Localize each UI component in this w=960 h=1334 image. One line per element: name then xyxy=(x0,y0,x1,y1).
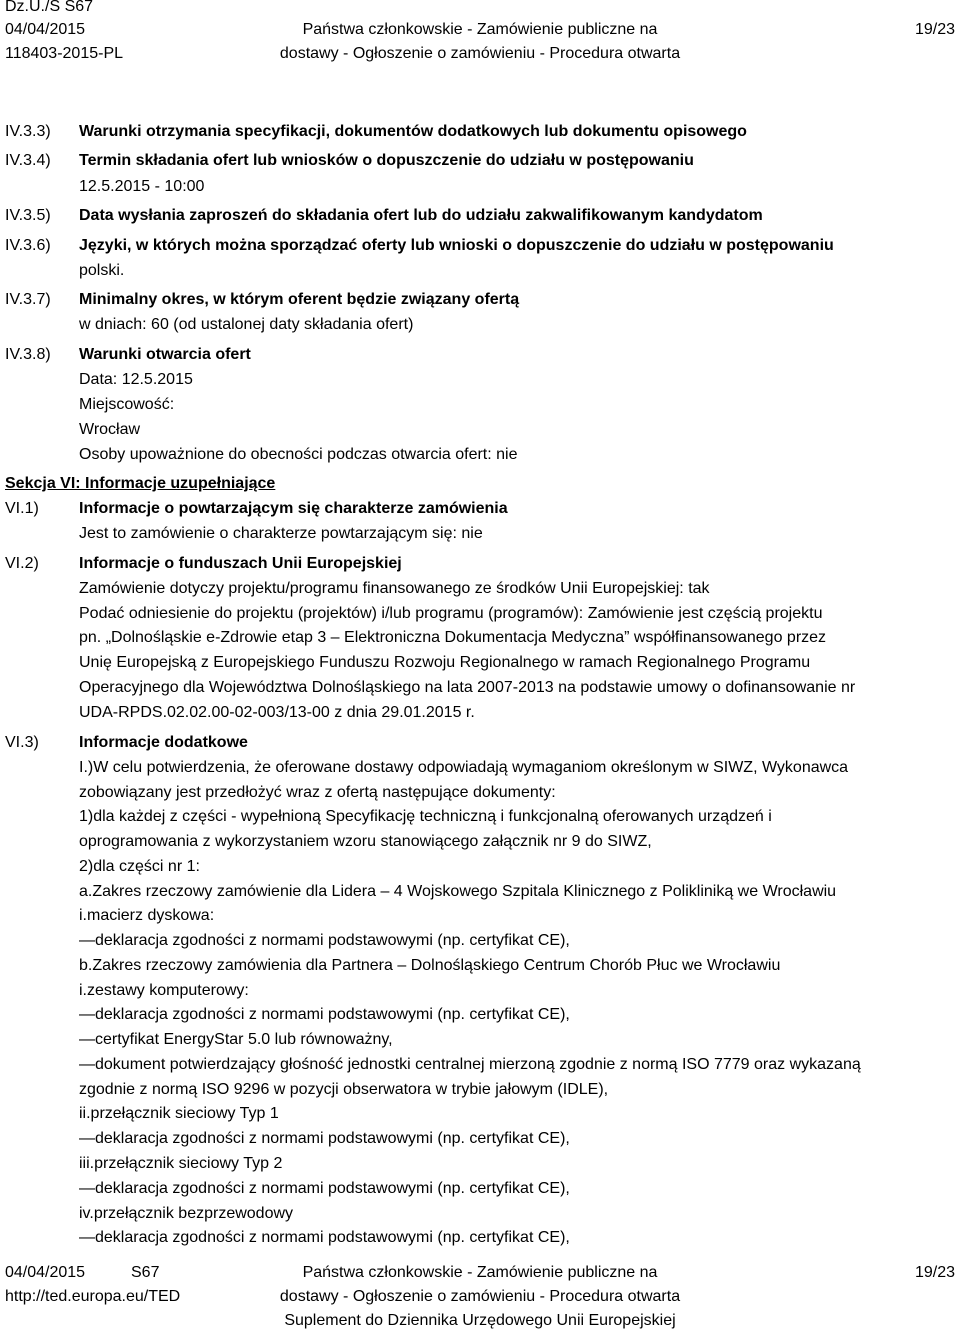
item-title: Minimalny okres, w którym oferent będzie związany ofertą xyxy=(79,291,520,308)
footer-title-line2: dostawy - Ogłoszenie o zamówieniu - Procedura otwarta xyxy=(279,1288,681,1305)
item-number: VI.3) xyxy=(5,734,39,751)
footer-title-line3: Suplement do Dziennika Urzędowego Unii Europejskiej xyxy=(284,1312,676,1329)
item-value: zobowiązany jest przedłożyć wraz z ofertą następujące dokumenty: xyxy=(79,784,556,801)
item-value: Unię Europejską z Europejskiego Funduszu Rozwoju Regionalnego w ramach Regionalnego Programu xyxy=(79,654,811,671)
footer-journal: S67 xyxy=(131,1264,160,1281)
item-title: Data wysłania zaproszeń do składania ofert lub do udziału zakwalifikowanym kandydatom xyxy=(79,207,763,224)
item-value: w dniach: 60 (od ustalonej daty składania ofert) xyxy=(79,316,414,333)
item-value: Data: 12.5.2015 xyxy=(79,371,193,388)
item-value: ii.przełącznik sieciowy Typ 1 xyxy=(79,1105,279,1122)
item-value: zgodnie z normą ISO 9296 w pozycji obserwatora w trybie jałowym (IDLE), xyxy=(79,1081,609,1098)
footer-title-line1: Państwa członkowskie - Zamówienie publiczne na xyxy=(302,1264,658,1281)
item-value: Wrocław xyxy=(79,421,141,438)
footer-page-number: 19/23 xyxy=(914,1264,955,1281)
item-number: IV.3.5) xyxy=(5,207,51,224)
header-date: 04/04/2015 xyxy=(5,21,86,38)
header-title-line1: Państwa członkowskie - Zamówienie publiczne na xyxy=(302,21,658,38)
item-value: a.Zakres rzeczowy zamówienie dla Lidera – 4 Wojskowego Szpitala Klinicznego z Polikliniką we Wrocławiu xyxy=(79,883,837,900)
item-value: I.)W celu potwierdzenia, że oferowane dostawy odpowiadają wymaganiom określonym w SIWZ, Wykonawca xyxy=(79,759,849,776)
item-value: 2)dla części nr 1: xyxy=(79,858,200,875)
item-value: iv.przełącznik bezprzewodowy xyxy=(79,1205,294,1222)
item-value: oprogramowania z wykorzystaniem wzoru stanowiącego załącznik nr 9 do SIWZ, xyxy=(79,833,652,850)
item-number: IV.3.8) xyxy=(5,346,51,363)
item-value: Operacyjnego dla Województwa Dolnośląskiego na lata 2007-2013 na podstawie umowy o dofinansowanie nr xyxy=(79,679,856,696)
item-value: Zamówienie dotyczy projektu/programu finansowanego ze środków Unii Europejskiej: tak xyxy=(79,580,710,597)
item-title: Termin składania ofert lub wniosków o dopuszczenie do udziału w postępowaniu xyxy=(79,152,694,169)
item-value: UDA-RPDS.02.02.00-02-003/13-00 z dnia 29.01.2015 r. xyxy=(79,704,475,721)
item-title: Warunki otwarcia ofert xyxy=(79,346,251,363)
item-value: Jest to zamówienie o charakterze powtarzającym się: nie xyxy=(79,525,483,542)
item-title: Informacje o funduszach Unii Europejskiej xyxy=(79,555,402,572)
header-title-line2: dostawy - Ogłoszenie o zamówieniu - Procedura otwarta xyxy=(279,45,681,62)
item-value: polski. xyxy=(79,262,125,279)
item-value: b.Zakres rzeczowy zamówienia dla Partnera – Dolnośląskiego Centrum Chorób Płuc we Wrocławiu xyxy=(79,957,781,974)
item-value: iii.przełącznik sieciowy Typ 2 xyxy=(79,1155,283,1172)
item-value: Podać odniesienie do projektu (projektów) i/lub programu (programów): Zamówienie jest częścią projektu xyxy=(79,605,823,622)
item-value: —deklaracja zgodności z normami podstawowymi (np. certyfikat CE), xyxy=(79,1006,570,1023)
item-value: —deklaracja zgodności z normami podstawowymi (np. certyfikat CE), xyxy=(79,932,570,949)
footer-url-link[interactable]: http://ted.europa.eu/TED xyxy=(5,1288,181,1305)
item-number: IV.3.6) xyxy=(5,237,51,254)
item-value: pn. „Dolnośląskie e-Zdrowie etap 3 – Elektroniczna Dokumentacja Medyczna” współfinansowanego przez xyxy=(79,629,827,646)
item-number: IV.3.7) xyxy=(5,291,51,308)
footer-date: 04/04/2015 xyxy=(5,1264,86,1281)
item-value: —deklaracja zgodności z normami podstawowymi (np. certyfikat CE), xyxy=(79,1229,570,1246)
item-value: 12.5.2015 - 10:00 xyxy=(79,178,205,195)
item-number: VI.2) xyxy=(5,555,39,572)
journal-ref: Dz.U./S S67 xyxy=(5,0,94,15)
item-title: Informacje o powtarzającym się charakterze zamówienia xyxy=(79,500,508,517)
item-value: —deklaracja zgodności z normami podstawowymi (np. certyfikat CE), xyxy=(79,1130,570,1147)
section-heading: Sekcja VI: Informacje uzupełniające xyxy=(5,475,276,492)
item-number: IV.3.4) xyxy=(5,152,51,169)
item-value: Osoby upoważnione do obecności podczas otwarcia ofert: nie xyxy=(79,446,518,463)
item-title: Informacje dodatkowe xyxy=(79,734,248,751)
item-value: —certyfikat EnergyStar 5.0 lub równoważny, xyxy=(79,1031,393,1048)
item-value: —dokument potwierdzający głośność jednostki centralnej mierzoną zgodnie z normą ISO 7779 oraz wykazaną xyxy=(79,1056,861,1073)
header-page-number: 19/23 xyxy=(914,21,955,38)
header-doc-id: 118403-2015-PL xyxy=(5,45,124,62)
item-title: Języki, w których można sporządzać oferty lub wnioski o dopuszczenie do udziału w postępowaniu xyxy=(79,237,834,254)
item-value: i.zestawy komputerowy: xyxy=(79,982,249,999)
item-value: —deklaracja zgodności z normami podstawowymi (np. certyfikat CE), xyxy=(79,1180,570,1197)
item-number: VI.1) xyxy=(5,500,39,517)
item-value: i.macierz dyskowa: xyxy=(79,907,215,924)
item-number: IV.3.3) xyxy=(5,123,51,140)
item-value: 1)dla każdej z części - wypełnioną Specyfikację techniczną i funkcjonalną oferowanych urządzeń i xyxy=(79,808,772,825)
item-value: Miejscowość: xyxy=(79,396,175,413)
item-title: Warunki otrzymania specyfikacji, dokumentów dodatkowych lub dokumentu opisowego xyxy=(79,123,747,140)
